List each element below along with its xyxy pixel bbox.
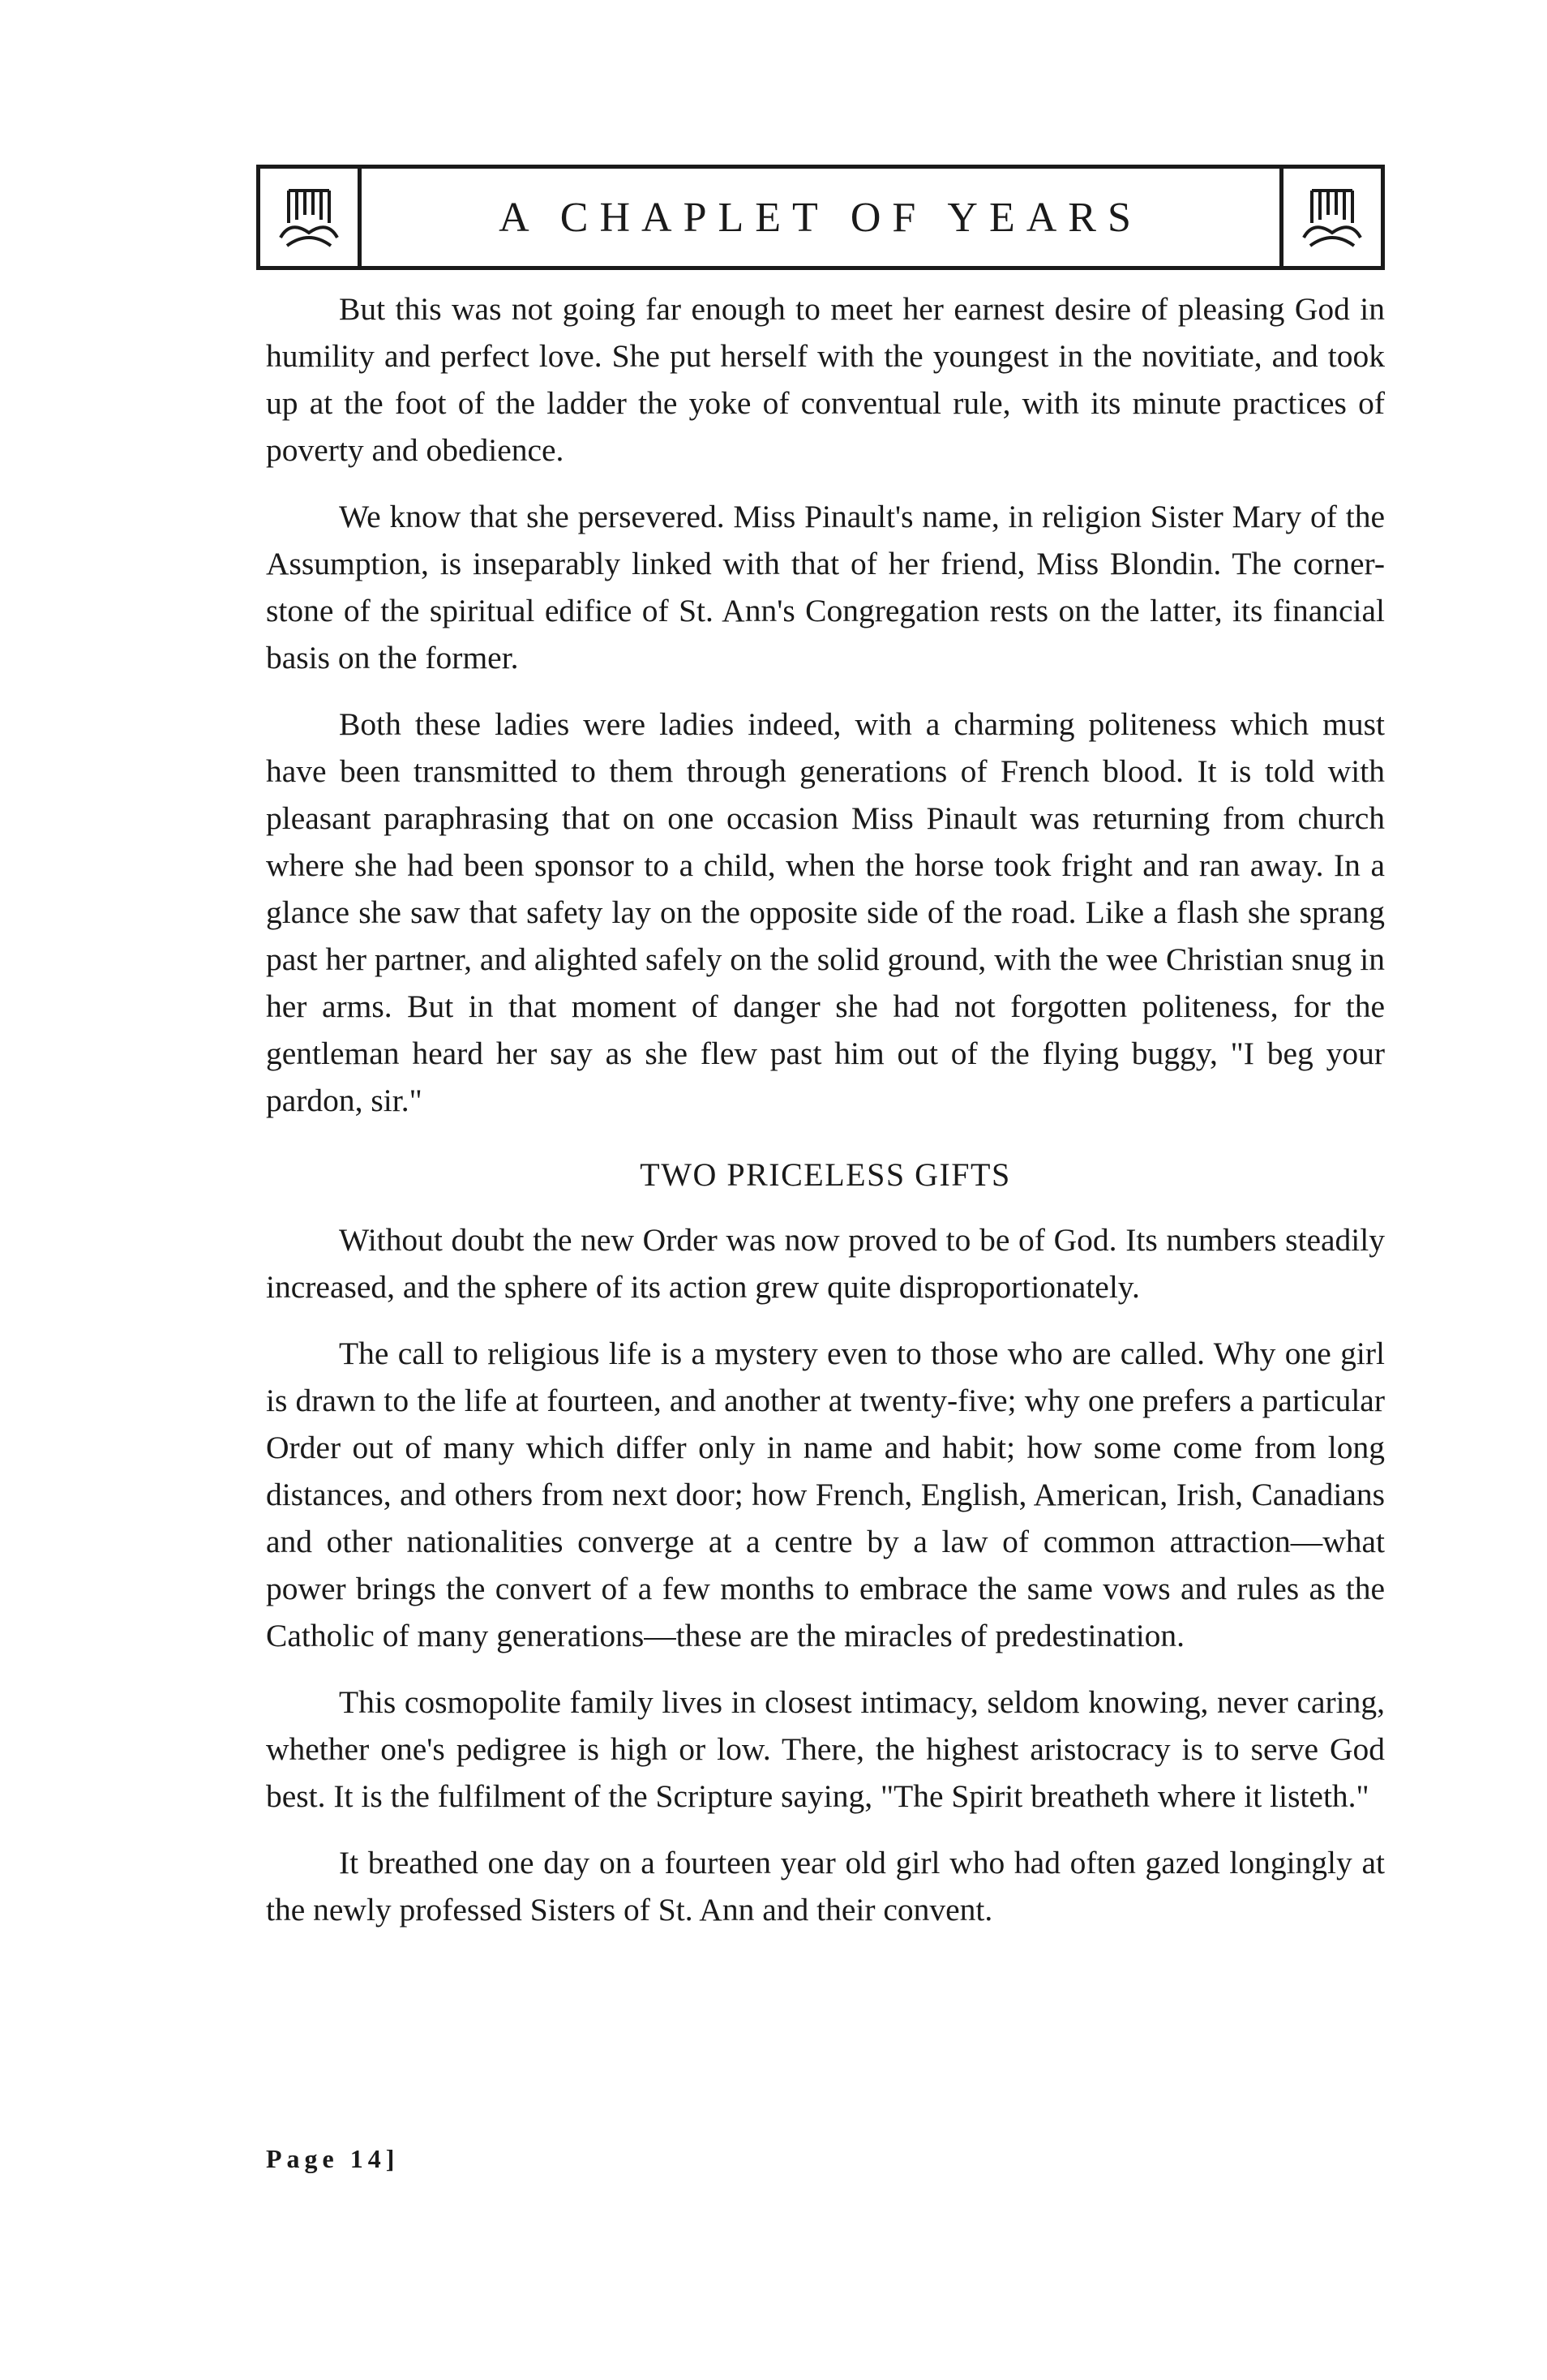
body-paragraph: We know that she persevered. Miss Pinault's name, in religion Sister Mary of the Assumption, is inseparably linked with that of her friend, Miss Blondin. The corner-stone of the spiritual edifice of St. Ann's Congregation rests on the latter, its financial basis on the former. — [266, 499, 1385, 675]
running-header — [256, 165, 1385, 270]
body-paragraph: The call to religious life is a mystery even to those who are called. Why one girl is drawn to the life at fourteen, and another at twenty-five; why one prefers a particular Order out of many which differ only in name and habit; how some come from long distances, and others from next door; how French, English, American, Irish, Canadians and other nationalities converge at a centre by a law of common attraction—what power brings the convert of a few months to embrace the same vows and rules as the Catholic of many generations—these are the miracles of predestination. — [266, 1336, 1385, 1653]
page-body — [266, 285, 1385, 1949]
header-bottom-rule — [256, 266, 1385, 270]
fleuron-ornament-icon — [256, 169, 362, 266]
body-paragraph: It breathed one day on a fourteen year old girl who had often gazed longingly at the newly professed Sisters of St. Ann and their convent. — [266, 1845, 1385, 1928]
body-paragraph: This cosmopolite family lives in closest intimacy, seldom knowing, never caring, whether one's pedigree is high or low. There, the highest aristocracy is to serve God best. It is the fulfilment of the Scripture saying, "The Spirit breatheth where it listeth." — [266, 1684, 1385, 1814]
body-paragraph: Without doubt the new Order was now proved to be of God. Its numbers steadily increased, and the sphere of its action grew quite disproportionately. — [266, 1222, 1385, 1305]
section-heading: TWO PRICELESS GIFTS — [640, 1156, 1011, 1193]
fleuron-ornament-icon — [1279, 169, 1385, 266]
page-number: Page 14] — [266, 2144, 400, 2173]
body-paragraph: Both these ladies were ladies indeed, with a charming politeness which must have been transmitted to them through generations of French blood. It is told with pleasant paraphrasing that on one occasion Miss Pinault was returning from church where she had been sponsor to a child, when the horse took fright and ran away. In a glance she saw that safety lay on the opposite side of the road. Like a flash she sprang past her partner, and alighted safely on the solid ground, with the wee Christian snug in her arms. But in that moment of danger she had not forgotten politeness, for the gentleman heard her say as she flew past him out of the flying buggy, "I beg your pardon, sir." — [266, 706, 1385, 1118]
body-paragraph: But this was not going far enough to meet her earnest desire of pleasing God in humility and perfect love. She put herself with the youngest in the novitiate, and took up at the foot of the ladder the yoke of conventual rule, with its minute practices of poverty and obedience. — [266, 291, 1385, 468]
running-header-title: A CHAPLET OF YEARS — [499, 194, 1142, 241]
